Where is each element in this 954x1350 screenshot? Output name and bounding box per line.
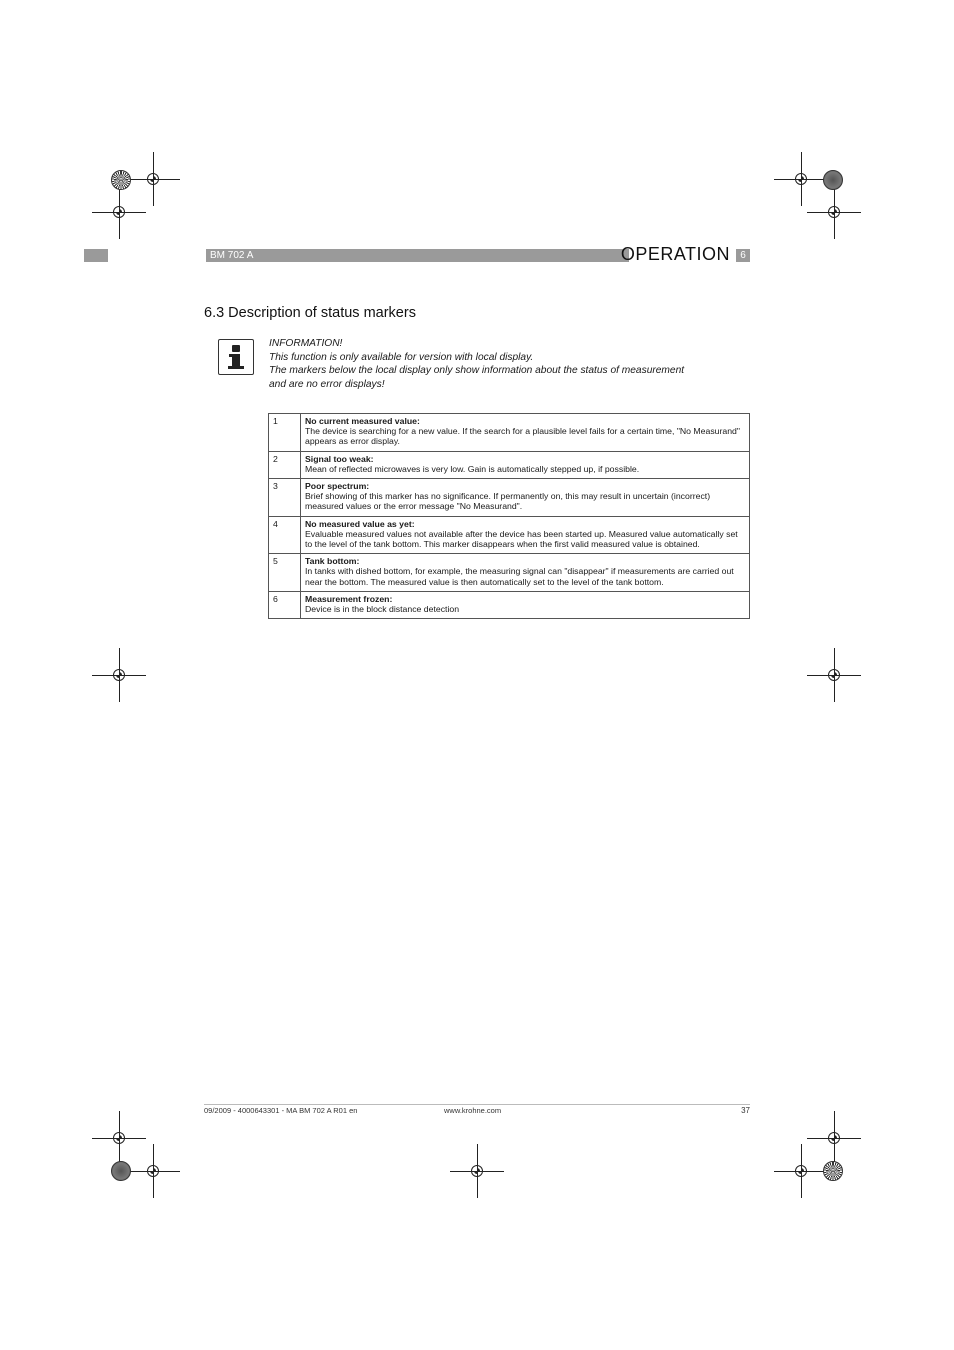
marker-description: Mean of reflected microwaves is very low. Gain is automatically stepped up, if possible. <box>305 463 640 474</box>
marker-description: Device is in the block distance detection <box>305 604 460 615</box>
info-line: The markers below the local display only show information about the status of measurement and are no error displays! <box>269 365 685 390</box>
info-note <box>269 337 689 391</box>
marker-cell <box>301 479 750 517</box>
marker-number: 3 <box>269 479 301 517</box>
marker-cell <box>301 591 750 618</box>
table-row <box>269 591 750 618</box>
status-markers-table <box>268 413 750 619</box>
marker-term: No measured value as yet: <box>305 518 415 529</box>
color-target-icon <box>111 170 131 190</box>
table-row <box>269 414 750 452</box>
footer-doc-ref: 09/2009 - 4000643301 - MA BM 702 A R01 en <box>204 1106 358 1115</box>
marker-cell <box>301 414 750 452</box>
marker-number: 5 <box>269 554 301 592</box>
table-row <box>269 516 750 554</box>
header-section-title: OPERATION <box>620 244 730 264</box>
footer-page-number: 37 <box>741 1106 750 1115</box>
table-row <box>269 479 750 517</box>
header-left-block <box>84 249 108 262</box>
marker-cell <box>301 516 750 554</box>
header-chapter-number: 6 <box>736 249 750 262</box>
info-icon <box>218 339 254 375</box>
color-target-icon <box>823 170 843 190</box>
color-target-icon <box>111 1161 131 1181</box>
header-model: BM 702 A <box>210 250 254 261</box>
footer-website: www.krohne.com <box>444 1106 502 1115</box>
table-row <box>269 451 750 478</box>
marker-description: Evaluable measured values not available after the device has been started up. Measured value automatically set to the level of the tank bottom. This marker disappears when the first valid measured value is obtained. <box>305 528 738 550</box>
marker-cell <box>301 554 750 592</box>
marker-number: 6 <box>269 591 301 618</box>
marker-description: Brief showing of this marker has no significance. If permanently on, this may result in uncertain (incorrect) measured values or the error message "No Measurand". <box>305 491 711 512</box>
marker-description: The device is searching for a new value. If the search for a plausible level fails for a certain time, "No Measurand" appears as error display. <box>305 426 740 447</box>
marker-number: 4 <box>269 516 301 554</box>
header-bar <box>206 249 629 262</box>
marker-term: Poor spectrum: <box>305 481 370 492</box>
marker-number: 2 <box>269 451 301 478</box>
marker-term: Tank bottom: <box>305 556 360 567</box>
table-row <box>269 554 750 592</box>
marker-term: Measurement frozen: <box>305 593 393 604</box>
section-title: 6.3 Description of status markers <box>204 305 416 321</box>
footer-divider <box>204 1104 750 1105</box>
info-heading: INFORMATION! <box>269 338 343 349</box>
marker-number: 1 <box>269 414 301 452</box>
color-target-icon <box>823 1161 843 1181</box>
marker-cell <box>301 451 750 478</box>
info-line: This function is only available for version with local display. <box>269 351 534 363</box>
marker-term: No current measured value: <box>305 416 420 426</box>
marker-term: Signal too weak: <box>305 453 374 464</box>
marker-description: In tanks with dished bottom, for example, the measuring signal can "disappear" if measurements are carried out near the bottom. The measured value is then automatically set to the level of the tank bottom. <box>305 566 734 587</box>
